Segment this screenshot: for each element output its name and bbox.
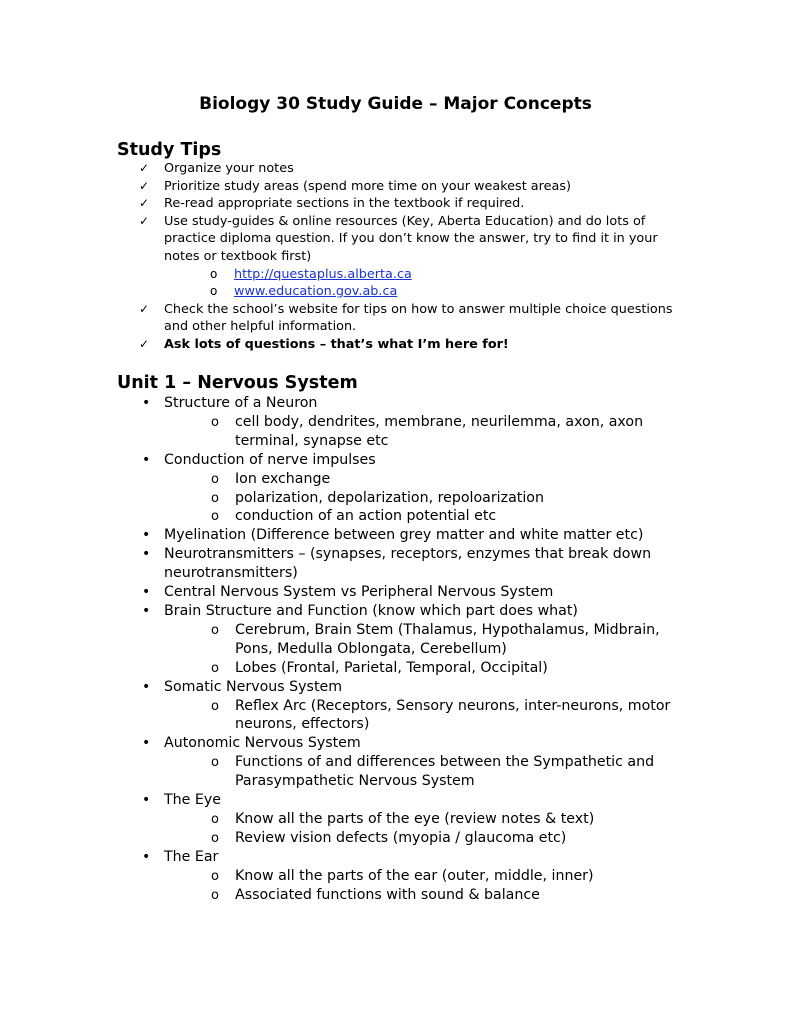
list-item	[139, 848, 679, 905]
sub-list	[164, 470, 679, 527]
sub-item	[211, 697, 679, 735]
list-item-text: Central Nervous System vs Peripheral Nervous System	[164, 584, 554, 601]
list-item-text: Myelination (Difference between grey matter and white matter etc)	[164, 527, 644, 544]
sub-item	[211, 489, 679, 508]
link-item	[210, 266, 679, 284]
list-item-text: The Ear	[164, 848, 219, 865]
bullet-icon: •	[142, 451, 151, 468]
list-item	[139, 195, 679, 213]
list-item-text: Somatic Nervous System	[164, 678, 343, 695]
checkmark-icon: ✓	[139, 196, 150, 211]
list-item-text: Brain Structure and Function (know which part does what)	[164, 602, 578, 619]
unit-1-list	[139, 394, 679, 904]
resource-links	[164, 266, 679, 301]
sub-item-text: cell body, dendrites, membrane, neurilemma, axon, axon terminal, synapse etc	[235, 413, 644, 449]
circle-bullet-icon: o	[211, 414, 219, 430]
sub-item-text: Functions of and differences between the Sympathetic and Parasympathetic Nervous System	[235, 754, 655, 790]
bullet-icon: •	[142, 602, 151, 619]
sub-item-text: Cerebrum, Brain Stem (Thalamus, Hypothalamus, Midbrain, Pons, Medulla Oblongata, Cerebellum)	[235, 621, 660, 657]
sub-item-text: Know all the parts of the ear (outer, middle, inner)	[235, 867, 594, 884]
bullet-icon: •	[142, 792, 151, 809]
sub-list	[164, 413, 679, 451]
sub-item-text: Associated functions with sound & balance	[235, 886, 540, 903]
list-item	[139, 394, 679, 451]
list-item-text: Conduction of nerve impulses	[164, 451, 376, 468]
list-item-text: Ask lots of questions – that’s what I’m here for!	[164, 336, 509, 352]
list-item	[139, 545, 679, 583]
sub-item	[211, 659, 679, 678]
list-item-text: Structure of a Neuron	[164, 395, 318, 411]
bullet-icon: •	[142, 735, 151, 752]
checkmark-icon: ✓	[139, 336, 150, 351]
list-item-text: Organize your notes	[164, 161, 294, 176]
circle-bullet-icon: o	[210, 284, 218, 299]
sub-list	[164, 753, 679, 791]
bullet-icon: •	[142, 678, 151, 695]
education-gov-link[interactable]: www.education.gov.ab.ca	[234, 284, 398, 300]
bullet-icon: •	[142, 848, 151, 865]
sub-item	[211, 810, 679, 829]
list-item-text: Use study-guides & online resources (Key, Aberta Education) and do lots of practice diploma question. If you don’t know the answer, try to find it in your notes or textbook first)	[164, 213, 658, 264]
circle-bullet-icon: o	[211, 811, 219, 827]
page-title: Biology 30 Study Guide – Major Concepts	[199, 94, 592, 114]
list-item	[139, 526, 679, 545]
list-item	[139, 213, 679, 301]
circle-bullet-icon: o	[211, 471, 219, 487]
circle-bullet-icon: o	[211, 490, 219, 506]
sub-item-text: Know all the parts of the eye (review notes & text)	[235, 810, 595, 827]
sub-list	[164, 867, 679, 905]
study-tips-heading: Study Tips	[117, 140, 222, 160]
list-item	[139, 336, 679, 354]
sub-item	[211, 867, 679, 886]
sub-list	[164, 810, 679, 848]
list-item-text: Re-read appropriate sections in the textbook if required.	[164, 196, 525, 212]
questaplus-link[interactable]: http://questaplus.alberta.ca	[234, 266, 412, 282]
list-item	[139, 160, 679, 178]
circle-bullet-icon: o	[211, 755, 219, 771]
bullet-icon: •	[142, 527, 151, 544]
circle-bullet-icon: o	[211, 887, 219, 903]
sub-item	[211, 413, 679, 451]
sub-item	[211, 886, 679, 905]
sub-item-text: Ion exchange	[235, 470, 331, 487]
checkmark-icon: ✓	[139, 178, 150, 193]
circle-bullet-icon: o	[211, 622, 219, 638]
sub-item-text: polarization, depolarization, repoloarization	[235, 489, 544, 506]
bullet-icon: •	[142, 546, 151, 563]
circle-bullet-icon: o	[211, 830, 219, 846]
link-item	[210, 283, 679, 301]
sub-item	[211, 470, 679, 489]
sub-item-text: Lobes (Frontal, Parietal, Temporal, Occipital)	[235, 659, 548, 676]
circle-bullet-icon: o	[211, 509, 219, 525]
list-item	[139, 678, 679, 735]
unit-1-heading: Unit 1 – Nervous System	[117, 373, 358, 393]
sub-item	[211, 621, 679, 659]
list-item	[139, 301, 679, 336]
bullet-icon: •	[142, 395, 151, 411]
sub-item	[211, 829, 679, 848]
list-item	[139, 734, 679, 791]
sub-list	[164, 621, 679, 678]
sub-item-text: Review vision defects (myopia / glaucoma etc)	[235, 829, 567, 846]
list-item-text: Check the school’s website for tips on how to answer multiple choice questions and other helpful information.	[164, 301, 673, 335]
list-item-text: Neurotransmitters – (synapses, receptors, enzymes that break down neurotransmitters)	[164, 546, 652, 582]
sub-list	[164, 697, 679, 735]
checkmark-icon: ✓	[139, 213, 150, 228]
circle-bullet-icon: o	[210, 266, 218, 281]
bullet-icon: •	[142, 584, 151, 601]
study-tips-list	[139, 160, 679, 354]
circle-bullet-icon: o	[211, 660, 219, 676]
list-item-text: The Eye	[164, 792, 221, 809]
list-item	[139, 178, 679, 196]
list-item-text: Prioritize study areas (spend more time on your weakest areas)	[164, 178, 571, 194]
checkmark-icon: ✓	[139, 301, 150, 316]
sub-item-text: conduction of an action potential etc	[235, 508, 497, 525]
sub-item-text: Reflex Arc (Receptors, Sensory neurons, inter-neurons, motor neurons, effectors)	[235, 697, 671, 733]
list-item	[139, 451, 679, 527]
list-item	[139, 791, 679, 848]
circle-bullet-icon: o	[211, 868, 219, 884]
sub-item	[211, 507, 679, 526]
circle-bullet-icon: o	[211, 698, 219, 714]
checkmark-icon: ✓	[139, 161, 150, 175]
list-item	[139, 583, 679, 602]
list-item-text: Autonomic Nervous System	[164, 735, 361, 752]
sub-item	[211, 753, 679, 791]
list-item	[139, 602, 679, 678]
